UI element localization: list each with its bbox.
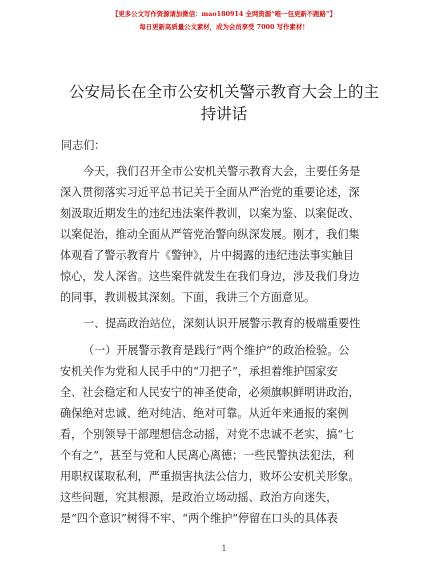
body-line: 安机关作为党和人民手中的“刀把子”，承担着维护国家安 (60, 365, 338, 378)
body-line: 以案促治，推动全面从严管党治警向纵深发展。刚才，我们集 (60, 228, 360, 241)
body-line: 惊心，发人深省。这些案件就发生在我们身边，涉及我们身边 (60, 270, 360, 283)
title-line-2: 持讲话 (200, 105, 248, 123)
document-title (40, 81, 408, 125)
body-line: 用职权谋取私利，严重损害执法公信力，败坏公安机关形象。 (60, 470, 360, 483)
body-line: 看，个别领导干部理想信念动摇，对党不忠诚不老实，搞“七 (60, 428, 355, 441)
body-line: 全、社会稳定和人民安宁的神圣使命，必须旗帜鲜明讲政治， (60, 386, 360, 399)
body-line: 是“四个意识”树得不牢、“两个维护”停留在口头的具体表 (60, 512, 338, 525)
promo-banner-line2: 每日更新高质量公文素材，成为会员享受 7000 写作素材！ (139, 23, 309, 31)
body-line: 个有之”，甚至与党和人民离心离德；一些民警执法犯法，利 (60, 449, 355, 462)
body-line: 确保绝对忠诚、绝对纯洁、绝对可靠。从近年来通报的案例 (60, 407, 349, 420)
salutation: 同志们： (61, 139, 106, 152)
body-line: 刻汲取近期发生的违纪违法案件教训，以案为鉴、以案促改、 (60, 207, 360, 220)
body-line: 体观看了警示教育片《警钟》，片中揭露的违纪违法事实触目 (60, 249, 354, 262)
body-line: 今天，我们召开全市公安机关警示教育大会，主要任务是 (83, 165, 361, 178)
body-line: 的同事，教训极其深刻。下面，我讲三个方面意见。 (60, 291, 316, 304)
section-heading: 一、提高政治站位，深刻认识开展警示教育的极端重要性 (83, 317, 361, 330)
body-line: 这些问题，究其根源，是政治立场动摇、政治方向迷失， (60, 491, 338, 504)
title-line-1: 公安局长在全市公安机关警示教育大会上的主 (68, 83, 379, 101)
promo-banner-line1: 【更多公文写作资源请加微信：mao180914 全网资源“唯一包更新不跑路”】 (112, 10, 336, 18)
page-number: 1 (221, 544, 227, 553)
body-line: （一）开展警示教育是践行“两个维护”的政治检验。公 (83, 344, 350, 357)
body-line: 深入贯彻落实习近平总书记关于全面从严治党的重要论述，深 (60, 186, 360, 199)
